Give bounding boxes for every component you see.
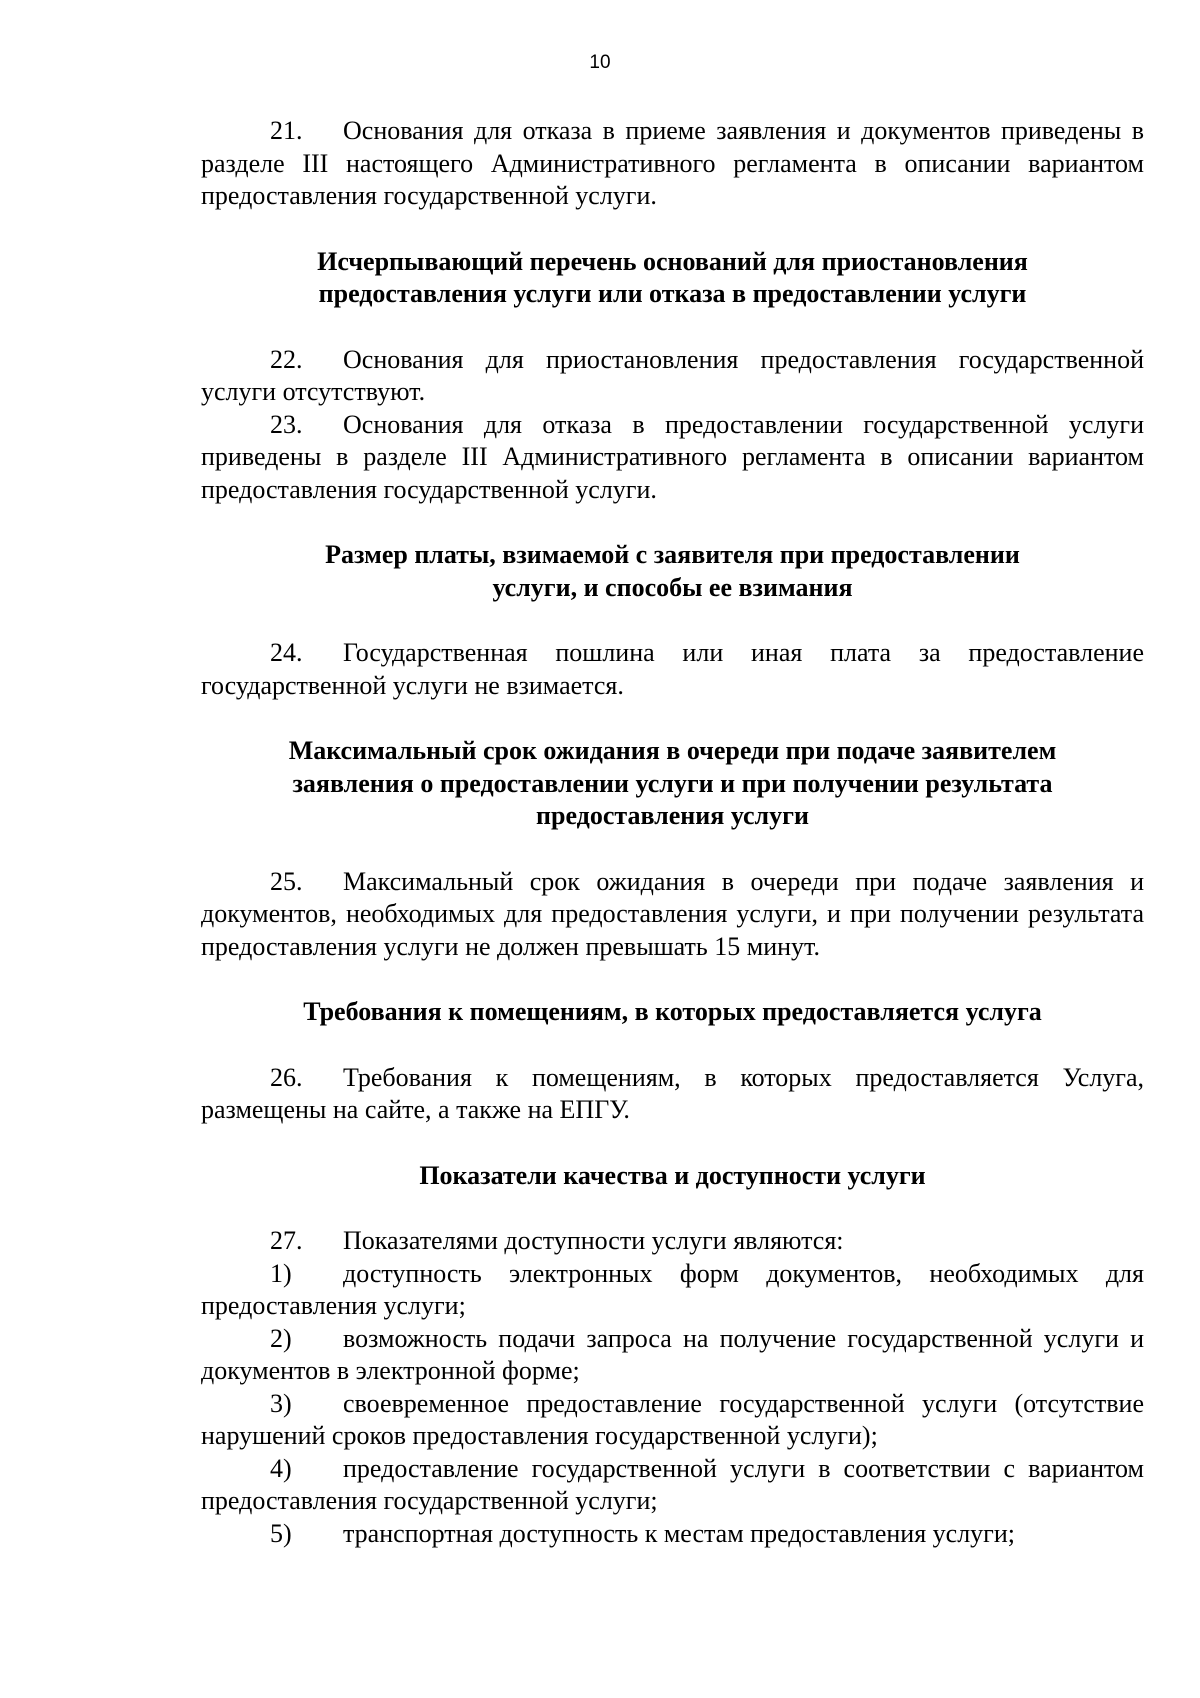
list-item-number: 3) (270, 1388, 292, 1418)
paragraph-21 (201, 115, 1144, 213)
section-heading-quality (201, 1160, 1144, 1193)
list-item-number: 4) (270, 1453, 292, 1483)
list-item-2 (201, 1323, 1144, 1388)
section-heading-queue-time (201, 735, 1144, 833)
heading-line: предоставления услуги или отказа в предоставлении услуги (318, 279, 1027, 308)
paragraph-text: Максимальный срок ожидания в очереди при подаче заявления и документов, необходимых для предоставления услуги, и при получении результата предоставления услуги не должен превышать 15 минут. (201, 866, 1144, 961)
paragraph-23 (201, 409, 1144, 507)
list-item-text: транспортная доступность к местам предоставления услуги; (343, 1518, 1015, 1548)
section-heading-fee (201, 539, 1144, 604)
document-body (201, 115, 1144, 1550)
paragraph-number: 23. (270, 409, 303, 439)
list-item-text: доступность электронных форм документов, необходимых для предоставления услуги; (201, 1258, 1144, 1320)
list-item-number: 2) (270, 1323, 292, 1353)
paragraph-number: 24. (270, 638, 303, 667)
paragraph-number: 27. (270, 1226, 303, 1255)
heading-line: Максимальный срок ожидания в очереди при подаче заявителем (288, 736, 1057, 765)
list-item-3 (201, 1388, 1144, 1453)
paragraph-24 (201, 637, 1144, 702)
list-item-number: 1) (270, 1258, 292, 1288)
paragraph-text: Основания для отказа в приеме заявления и документов приведены в разделе III настоящего Административного регламента в описании вариантом предоставления государственной услуги. (201, 116, 1144, 210)
paragraph-25 (201, 866, 1144, 964)
list-item-text: предоставление государственной услуги в соответствии с вариантом предоставления государственной услуги; (201, 1453, 1144, 1515)
heading-line: заявления о предоставлении услуги и при получении результата (292, 768, 1053, 798)
paragraph-text: Основания для отказа в предоставлении государственной услуги приведены в разделе III Административного регламента в описании вариантом предоставления государственной услуги. (201, 409, 1144, 504)
heading-line: Показатели качества и доступности услуги (419, 1160, 926, 1190)
paragraph-number: 26. (270, 1062, 303, 1092)
paragraph-text: Требования к помещениям, в которых предоставляется Услуга, размещены на сайте, а также на ЕПГУ. (201, 1062, 1144, 1124)
heading-line: Размер платы, взимаемой с заявителя при предоставлении (325, 540, 1020, 569)
paragraph-text: Показателями доступности услуги являются: (343, 1226, 844, 1255)
list-item-4 (201, 1453, 1144, 1518)
paragraph-number: 21. (270, 116, 303, 145)
paragraph-text: Основания для приостановления предоставления государственной услуги отсутствуют. (201, 344, 1144, 406)
list-item-text: возможность подачи запроса на получение государственной услуги и документов в электронной форме; (201, 1323, 1144, 1385)
list-item-text: своевременное предоставление государственной услуги (отсутствие нарушений сроков предоставления государственной услуги); (201, 1388, 1144, 1450)
paragraph-27 (201, 1225, 1144, 1258)
heading-line: услуги, и способы ее взимания (492, 572, 853, 602)
paragraph-number: 25. (270, 866, 303, 896)
paragraph-26 (201, 1062, 1144, 1127)
paragraph-text: Государственная пошлина или иная плата за предоставление государственной услуги не взимается. (201, 638, 1144, 700)
page-number: 10 (589, 52, 611, 73)
heading-line: Требования к помещениям, в которых предоставляется услуга (303, 997, 1042, 1026)
list-item-1 (201, 1258, 1144, 1323)
section-heading-premises (201, 996, 1144, 1029)
list-item-5 (201, 1518, 1144, 1551)
section-heading-suspension-grounds (201, 246, 1144, 311)
heading-line: Исчерпывающий перечень оснований для приостановления (317, 246, 1028, 276)
paragraph-number: 22. (270, 344, 303, 374)
paragraph-22 (201, 344, 1144, 409)
list-item-number: 5) (270, 1518, 292, 1548)
heading-line: предоставления услуги (536, 801, 809, 830)
